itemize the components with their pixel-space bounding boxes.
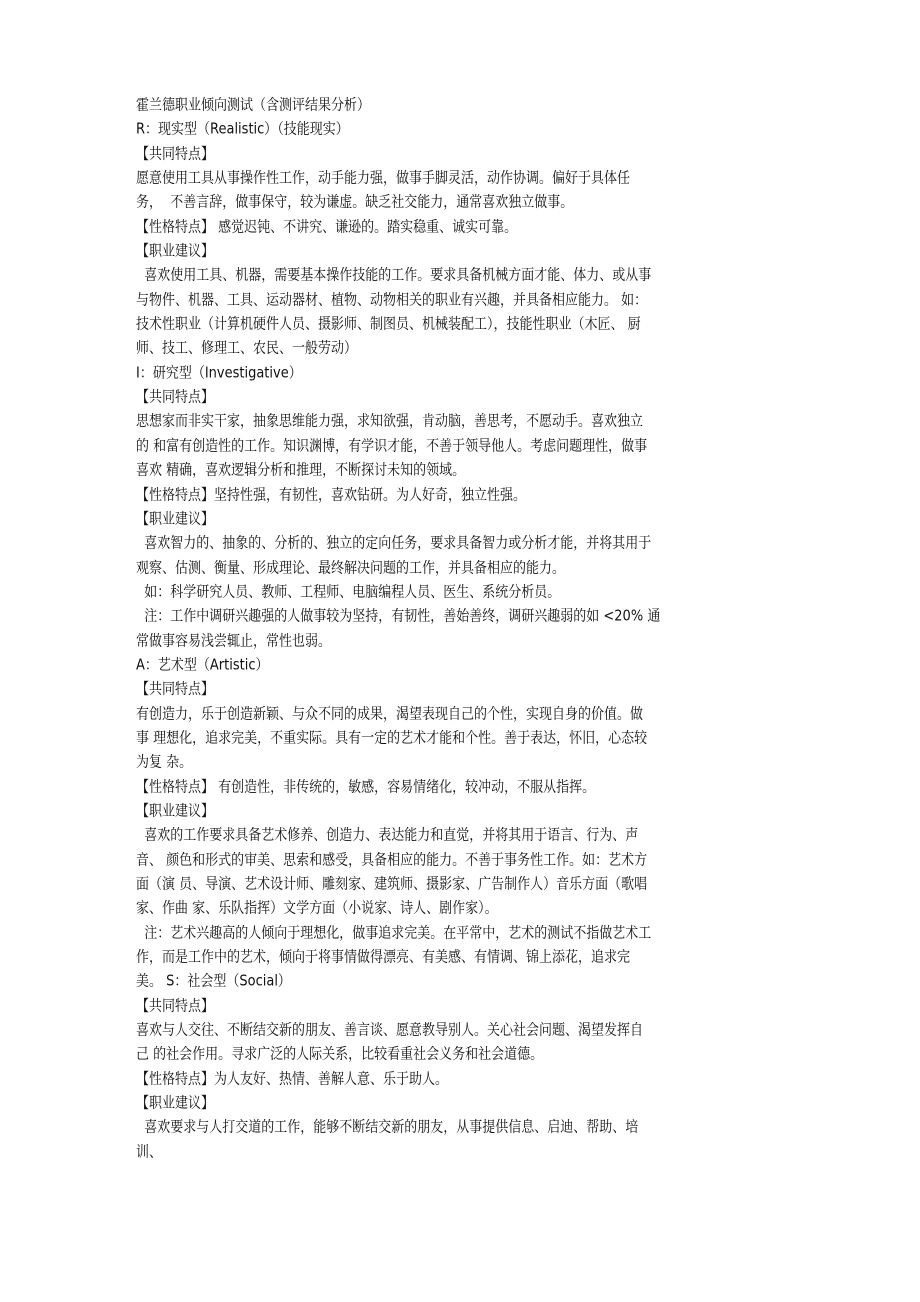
text-line: 观察、估测、衡量、形成理论、最终解决问题的工作，并具备相应的能力。 xyxy=(136,559,566,577)
text-line: 愿意使用工具从事操作性工作，动手能力强，做事手脚灵活，动作协调。偏好于具体任 xyxy=(136,169,631,188)
section-heading-social: 美。 S：社会型（Social） xyxy=(136,973,291,991)
note-line: 注：工作中调研兴趣强的人做事较为坚持，有韧性，善始善终，调研兴趣弱的如 <20% 通 xyxy=(136,607,661,626)
text-line: 技术性职业（计算机硬件人员、摄影师、制图员、机械装配工），技能性职业（木匠、 厨 xyxy=(136,315,641,334)
text-line: 事 理想化，追求完美，不重实际。具有一定的艺术才能和个性。善于表达，怀旧，心态较 xyxy=(136,729,648,747)
section-heading-artistic: A：艺术型（Artistic） xyxy=(136,656,269,674)
subheading-career-advice: 【职业建议】 xyxy=(136,510,215,528)
text-line: 如：科学研究人员、教师、工程师、电脑编程人员、医生、系统分析员。 xyxy=(136,583,561,601)
text-line: 思想家而非实干家，抽象思维能力强，求知欲强，肯动脑，善思考，不愿动手。喜欢独立 xyxy=(136,413,644,431)
personality-traits-line: 【性格特点】坚持性强，有韧性，喜欢钻研。为人好奇，独立性强。 xyxy=(136,486,527,504)
text-line: 家、作曲 家、乐队指挥）文学方面（小说家、诗人、剧作家）。 xyxy=(136,900,498,918)
text-line: 务， 不善言辞，做事保守，较为谦虚。缺乏社交能力，通常喜欢独立做事。 xyxy=(136,194,574,212)
text-line: 喜欢要求与人打交道的工作，能够不断结交新的朋友，从事提供信息、启迪、帮助、培 xyxy=(136,1119,639,1137)
note-line: 注：艺术兴趣高的人倾向于理想化，做事追求完美。在平常中，艺术的测试不指做艺术工 xyxy=(136,924,652,942)
personality-traits-line: 【性格特点】为人友好、热情、善解人意、乐于助人。 xyxy=(136,1070,449,1088)
text-line: 与物件、机器、工具、运动器材、植物、动物相关的职业有兴趣，并具备相应能力。 如： xyxy=(136,291,648,309)
document-title: 霍兰德职业倾向测试（含测评结果分析） xyxy=(136,96,371,115)
subheading-common-traits: 【共同特点】 xyxy=(136,997,215,1015)
personality-traits-line: 【性格特点】 感觉迟钝、不讲究、谦逊的。踏实稳重、诚实可靠。 xyxy=(136,218,518,236)
text-line: 喜欢智力的、抽象的、分析的、独立的定向任务，要求具备智力或分析才能，并将其用于 xyxy=(136,534,652,553)
document-body xyxy=(136,94,836,1165)
subheading-common-traits: 【共同特点】 xyxy=(136,145,215,163)
text-line: 为复 杂。 xyxy=(136,754,193,772)
text-line: 训、 xyxy=(136,1143,163,1161)
text-line: 音、 颜色和形式的审美、思索和感受，具备相应的能力。不善于事务性工作。如：艺术方 xyxy=(136,851,648,869)
text-line: 师、技工、修理工、农民、一般劳动） xyxy=(136,340,358,358)
subheading-career-advice: 【职业建议】 xyxy=(136,242,215,261)
section-heading-realistic: R：现实型（Realistic）（技能现实） xyxy=(136,121,349,139)
subheading-career-advice: 【职业建议】 xyxy=(136,1094,215,1113)
text-line: 己 的社会作用。寻求广泛的人际关系，比较看重社会义务和社会道德。 xyxy=(136,1046,544,1064)
text-line: 喜欢与人交往、不断结交新的朋友、善言谈、愿意教导别人。关心社会问题、渴望发挥自 xyxy=(136,1021,644,1040)
personality-traits-line: 【性格特点】 有创造性，非传统的，敏感，容易情绪化，较冲动，不服从指挥。 xyxy=(136,778,596,796)
text-line: 作，而是工作中的艺术，倾向于将事情做得漂亮、有美感、有情调、锦上添花，追求完 xyxy=(136,948,631,967)
text-line: 有创造力，乐于创造新颖、与众不同的成果，渴望表现自己的个性，实现自身的价值。做 xyxy=(136,705,644,723)
subheading-common-traits: 【共同特点】 xyxy=(136,681,215,699)
section-heading-investigative: I：研究型（Investigative） xyxy=(136,364,302,382)
text-line: 喜欢 精确，喜欢逻辑分析和推理，不断探讨未知的领域。 xyxy=(136,461,466,480)
text-line: 面（演 员、导演、艺术设计师、雕刻家、建筑师、摄影家、广告制作人）音乐方面（歌唱 xyxy=(136,875,648,894)
subheading-career-advice: 【职业建议】 xyxy=(136,802,215,820)
text-line: 常做事容易浅尝辄止，常性也弱。 xyxy=(136,632,332,650)
text-line: 喜欢使用工具、机器，需要基本操作技能的工作。要求具备机械方面才能、体力、或从事 xyxy=(136,267,652,285)
subheading-common-traits: 【共同特点】 xyxy=(136,388,215,407)
text-line: 喜欢的工作要求具备艺术修养、创造力、表达能力和直觉，并将其用于语言、行为、声 xyxy=(136,827,639,845)
text-line: 的 和富有创造性的工作。知识渊博，有学识才能，不善于领导他人。考虑问题理性，做事 xyxy=(136,437,648,455)
